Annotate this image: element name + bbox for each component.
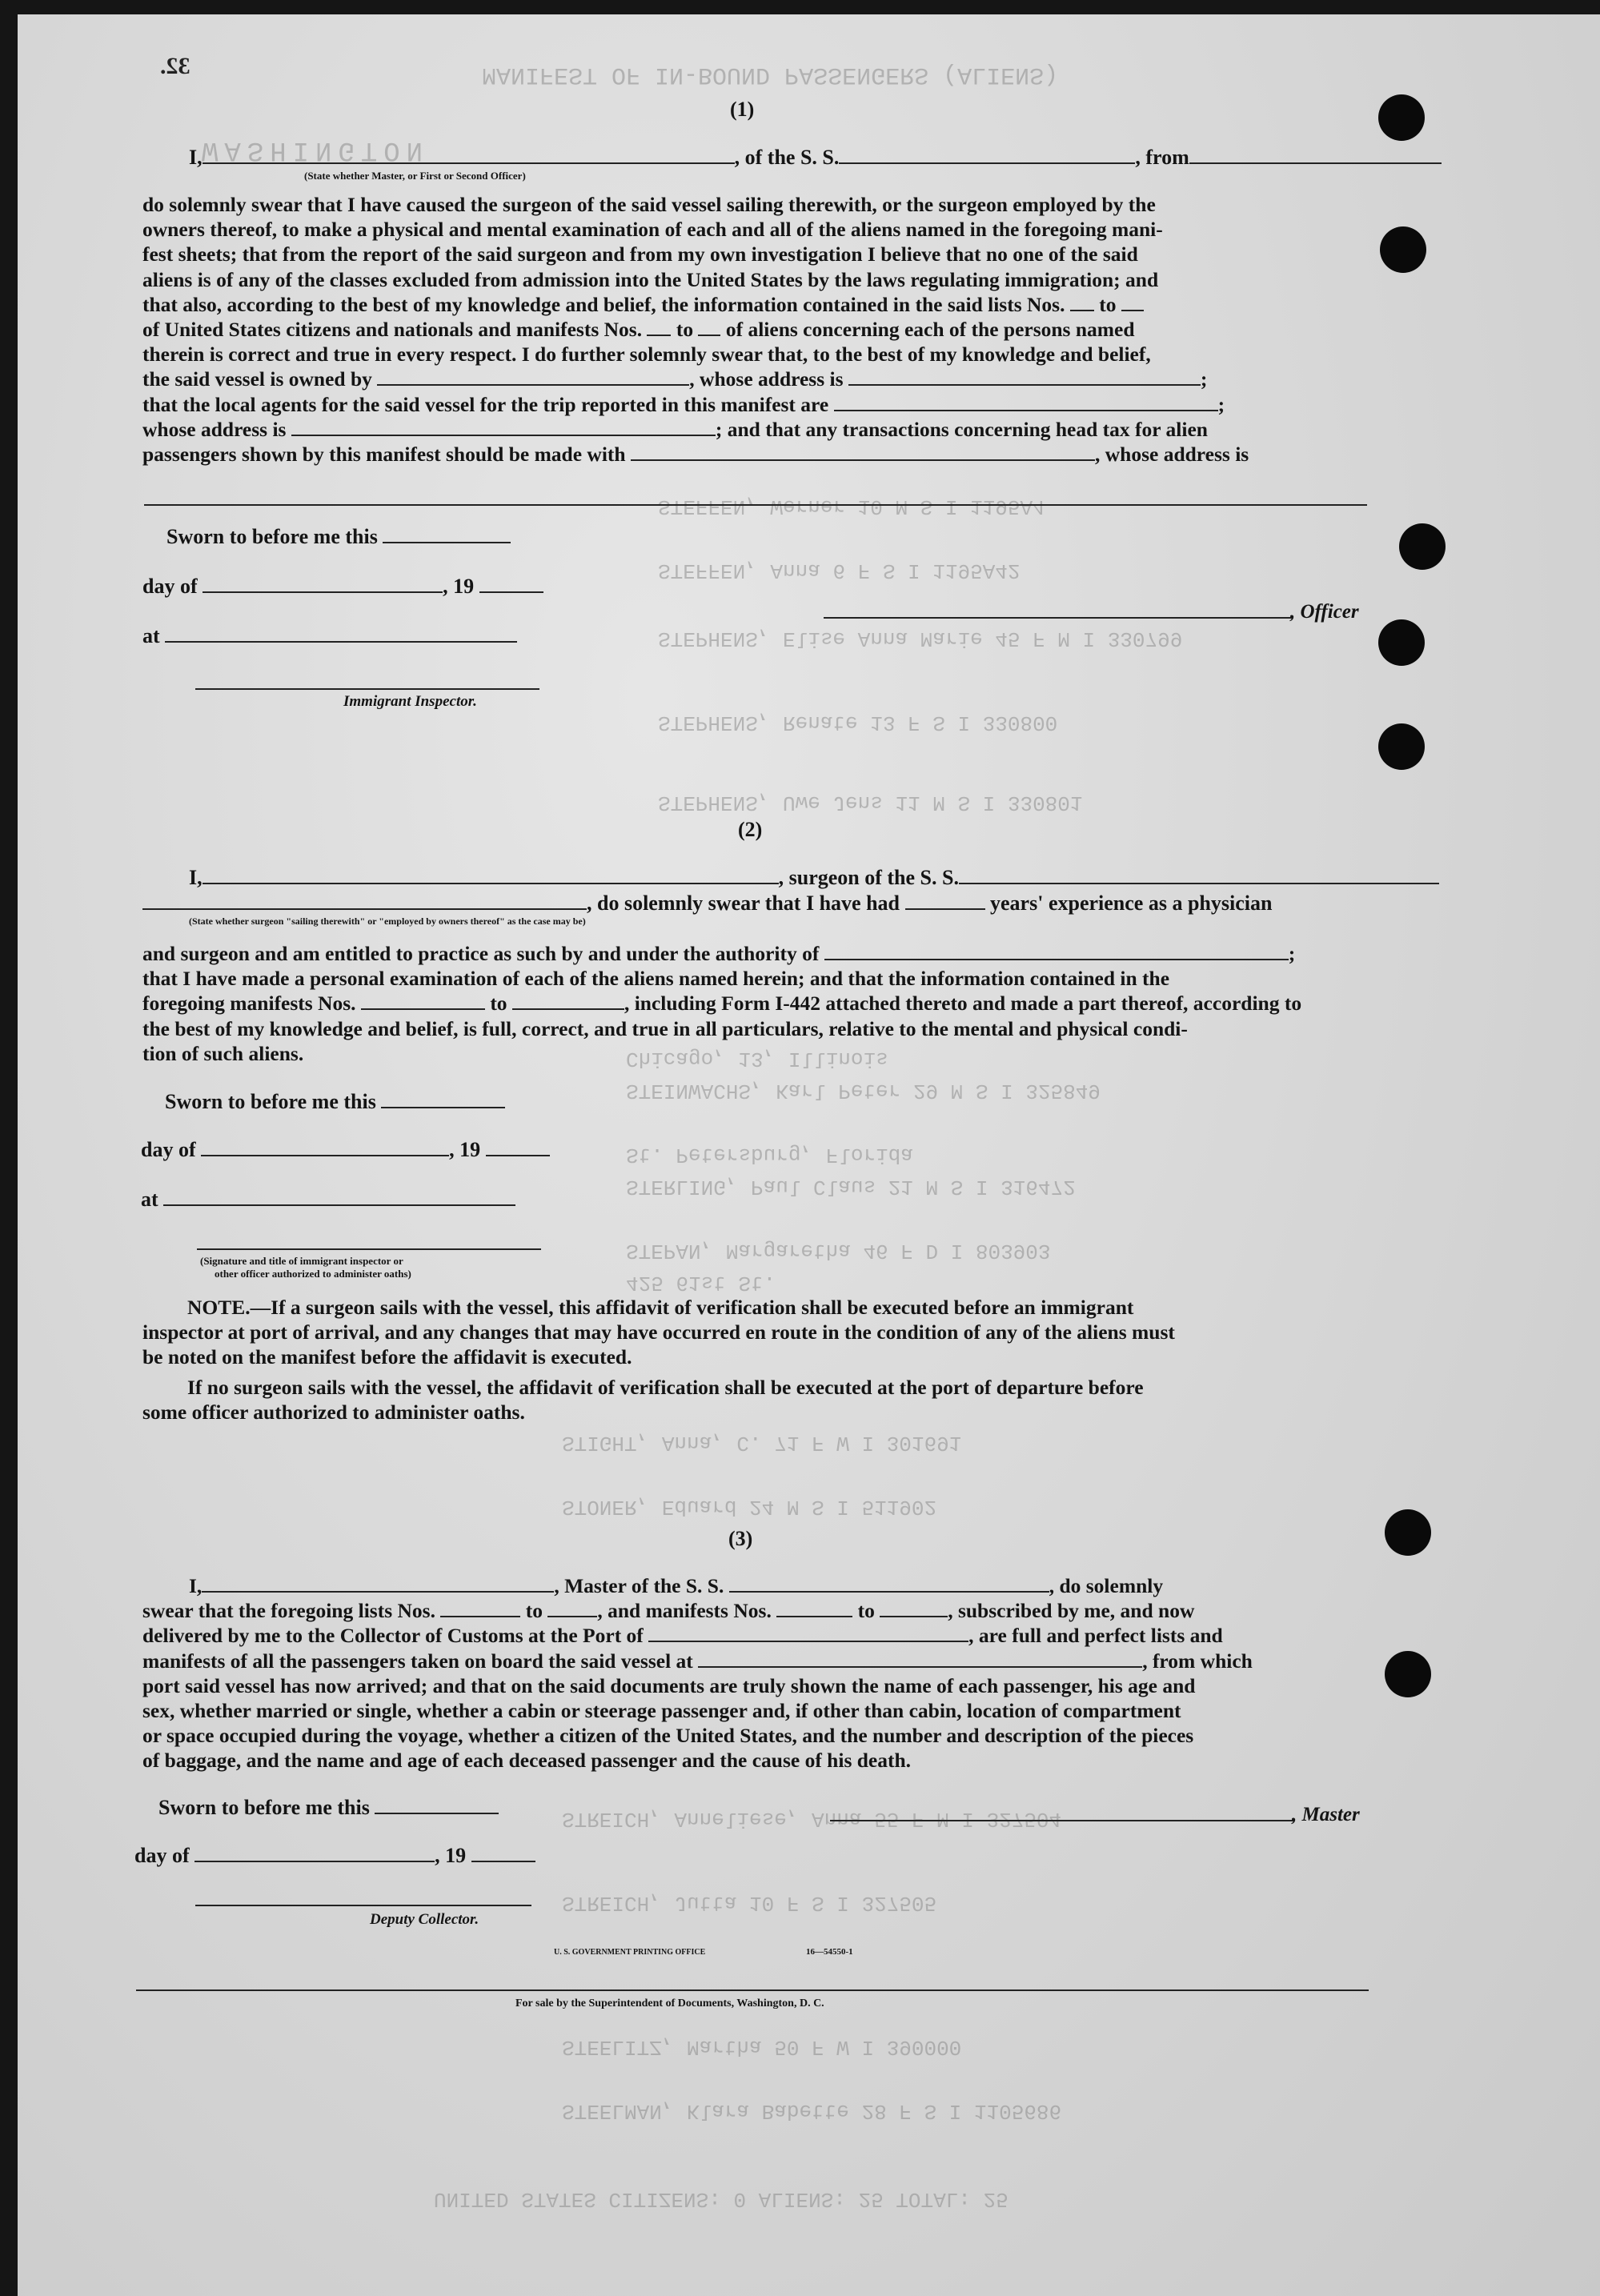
section-1-number: (1) [730, 98, 755, 121]
sec1-agents-line: that the local agents for the said vessel for the trip reported in this manifest are ; [142, 392, 1225, 416]
sec1-sworn: Sworn to before me this [166, 525, 511, 549]
sec2-oath-line: foregoing manifests Nos. to , including Form I-442 attached thereto and made a part thereof, according to [142, 992, 1302, 1016]
note-line: If no surgeon sails with the vessel, the affidavit of verification shall be executed at the port of departure before [187, 1375, 1144, 1399]
sec3-master-label: , Master [1292, 1804, 1360, 1825]
sec3-master-signature-line [830, 1820, 1294, 1821]
sec1-oath-line: do solemnly swear that I have caused the surgeon of the said vessel sailing therewith, or the surgeon employed by the [142, 193, 1156, 216]
sec1-at: at [142, 624, 517, 648]
sec1-officer-signature-line [824, 617, 1292, 619]
sec1-line-1 [189, 146, 1442, 170]
sec2-sworn: Sworn to before me this [165, 1090, 505, 1114]
note-line: inspector at port of arrival, and any changes that may have occurred en route in the condition of any of the aliens must [142, 1320, 1175, 1344]
sec2-line-1: I, , surgeon of the S. S. [189, 866, 1439, 890]
sec2-surgeon-caption: (State whether surgeon "sailing therewith" or "employed by owners thereof" as the case may be) [189, 916, 586, 927]
sec1-inspector-label: Immigrant Inspector. [343, 693, 477, 710]
section-3-number: (3) [728, 1527, 753, 1550]
sec3-sworn: Sworn to before me this [158, 1796, 499, 1820]
sec2-oath-line: that I have made a personal examination of each of the aliens named herein; and that the information contained in the [142, 967, 1170, 991]
sec1-passengers-line: passengers shown by this manifest should be made with , whose address is [142, 443, 1249, 467]
sec2-signature-line [197, 1248, 541, 1250]
sec2-at: at [141, 1188, 515, 1212]
sec1-oath-line: aliens is of any of the classes excluded from admission into the United States by the laws regulating immigration; and [142, 267, 1159, 291]
punch-hole [1385, 1509, 1431, 1556]
sec1-officer-label: , Officer [1290, 601, 1359, 623]
sec1-oath-line: of United States citizens and nationals and manifests Nos. to of aliens concerning each of the persons named [142, 318, 1135, 342]
sec3-line: or space occupied during the voyage, whether a citizen of the United States, and the number and description of the pieces [142, 1724, 1194, 1748]
sec3-day-of: day of , 19 [134, 1844, 535, 1868]
punch-hole [1399, 523, 1446, 570]
sec3-deputy-label: Deputy Collector. [370, 1911, 479, 1928]
sec3-oath-body [142, 1573, 1367, 1773]
punch-hole [1378, 723, 1425, 770]
corner-mark: 32. [160, 53, 190, 79]
sec1-full-rule [144, 504, 1367, 506]
sec1-from-label: , from [1135, 146, 1189, 169]
sec1-oath-line: therein is correct and true in every respect. I do further solemnly swear that, to the best of my knowledge and belief, [142, 343, 1151, 367]
punch-hole [1380, 226, 1426, 273]
sec2-line-2: , do solemnly swear that I have had years' experience as a physician [142, 892, 1272, 916]
sec3-line: of baggage, and the name and age of each deceased passenger and the cause of his death. [142, 1749, 912, 1773]
sec2-day-of: day of , 19 [141, 1138, 550, 1162]
punch-hole [1385, 1651, 1431, 1697]
sec1-day-of: day of , 19 [142, 575, 543, 599]
section-2-number: (2) [738, 818, 763, 841]
sec2-oath-line: tion of such aliens. [142, 1041, 304, 1065]
gpo-imprint: U. S. GOVERNMENT PRINTING OFFICE [554, 1948, 706, 1957]
note-line: some officer authorized to administer oaths. [142, 1400, 525, 1424]
sec3-line: sex, whether married or single, whether a cabin or steerage passenger and, if other than cabin, location of compartment [142, 1699, 1181, 1723]
sec3-line: delivered by me to the Collector of Customs at the Port of , are full and perfect lists and [142, 1624, 1223, 1648]
sec1-ss-label: , of the S. S. [734, 146, 840, 169]
sec1-oath-line: that also, according to the best of my knowledge and belief, the information contained in the said lists Nos. to [142, 292, 1367, 317]
sec3-line: manifests of all the passengers taken on board the said vessel at , from which [142, 1649, 1253, 1673]
sec1-oath-line: fest sheets; that from the report of the said surgeon and from my own investigation I believe that no one of the said [142, 242, 1138, 266]
sec1-officer-caption: (State whether Master, or First or Second Officer) [304, 170, 526, 182]
sec1-i: I, [189, 146, 203, 169]
sec3-deputy-signature-line [195, 1905, 531, 1906]
form-number: 16—54550-1 [806, 1947, 853, 1957]
sec1-owner-line: the said vessel is owned by , whose address is ; [142, 367, 1208, 391]
sec2-oath-line: and surgeon and am entitled to practice as such by and under the authority of ; [142, 942, 1296, 965]
sec2-oath-body [142, 941, 1367, 1066]
note-line: be noted on the manifest before the affidavit is executed. [142, 1345, 632, 1369]
sec3-line: I, , Master of the S. S. , do solemnly [189, 1574, 1164, 1597]
footer-rule [136, 1989, 1369, 1991]
sec2-signature-caption-1: (Signature and title of immigrant inspector or [200, 1255, 403, 1267]
sec2-oath-line: the best of my knowledge and belief, is full, correct, and true in all particulars, relative to the mental and physical condi- [142, 1016, 1188, 1040]
sec1-oath-line: owners thereof, to make a physical and mental examination of each and all of the aliens named in the foregoing mani- [142, 218, 1163, 242]
note-line: NOTE.—If a surgeon sails with the vessel, this affidavit of verification shall be executed before an immigrant [187, 1296, 1134, 1319]
sec1-address-line: whose address is ; and that any transactions concerning head tax for alien [142, 417, 1208, 441]
sale-notice: For sale by the Superintendent of Documents, Washington, D. C. [515, 1997, 824, 2010]
punch-hole [1378, 94, 1425, 141]
manifest-page: MANIFEST OF IN-BOUND PASSENGERS (ALIENS) WASHINGTON STEFFEN, Werner 10 M S I 1195A4 STEFFEN, Anna 6 F S I 1195A42 STEPHENS, Elise Anna Marie 45 F M I 330799 STEPHENS, Renate 13 F S I 330800 STEPHENS, Uwe Jens 11 M S I 330801 Chicago, 13, Illinois STEINWACHS, Karl Peter 29 M S I 325849 St. Petersburg, Florida STERLING, Paul Claus 21 M S I 316472 STEPAN, Margaretha 46 F D I 803903 425 61st St. STIGHT, Anna, C. 71 F W I 301691 STONER, Eduard 24 M S I 511902 STREICH, Anneliese, Anna 55 F M I 327504 STREICH, Jutta 10 F S I 327505 STEELITZ, Martha 50 F W I 390000 STEELMAN, Klara Babette 28 F S I 1105686 UNITED STATES CITIZENS: 0 ALIENS: 25 TOTAL: 25 32. (1) I, , of the S. S. , from (State whether Master, or First or Second Officer) do solemnly swear that I have caused the surgeon of the said vessel sailing therewith, or the surgeon employed by the owners thereof, to make a physical and mental examination of each and all of the aliens named in the foregoing mani- fest sheets; that from the report of the said surgeon and from my own investigation I believe that no one of the said aliens is of any of the classes excluded from admission into the United States by the laws regulating immigration; and that also, according to the best of my knowledge and belief, the information contained in the said lists Nos. to of United States citizens and nationals and manifests Nos. to of aliens concerning each of the persons named therein is correct and true in every respect. I do further solemnly swear that, to the best of my knowledge and belief, the said vessel is owned by , whose address is ; that the local agents for the said vessel for the trip reported in this manifest are ; whose address is ; and that any transactions concerning head tax for alien passengers shown by this manifest should be made with , whose address is Sworn to before me this day of , 19 at , Officer Immigrant Inspector. (2) I, , surgeon of the S. S. , do solemnly swear that I have had years' experience as a physician (State whether surgeon "sailing therewith" or "employed by owners thereof" as the case may be) and surgeon and am entitled to practice as such by and under the authority of ; that I have made a personal examination of each of the aliens named herein; and that the information contained in the foregoing manifests Nos. to , including Form I-442 attached thereto and made a part thereof, according to the best of my knowledge and belief, is full, correct, and true in all particulars, relative to the mental and physical condi- tion of such aliens. Sworn to before me this day of , 19 at (Signature and title of immigrant inspector or other officer authorized to administer oaths) NOTE.—If a surgeon sails with the vessel, this affidavit of verification shall be executed before an immigrant inspector at port of arrival, and any changes that may have occurred en route in the condition of any of the aliens must be noted on the manifest before the affidavit is executed. If no surgeon sails with the vessel, the affidavit of verification shall be executed at the port of departure before some officer authorized to administer oaths. (3) I, , Master of the S. S. , do solemnly swear that the foregoing lists Nos. to , and manifests Nos. to , subscribed by me, and now delivered by me to the Collector of Customs at the Port of , are full and perfect lists and manifests of all the passengers taken on board the said vessel at , from which port said vessel has now arrived; and that on the said documents are truly shown the name of each passenger, his age and sex, whether married or single, whether a cabin or steerage passenger and, if other than cabin, location of compartment or space occupied during the voyage, whether a citizen of the United States, and the number and description of the pieces of baggage, and the name and age of each deceased passenger and the cause of his death. Sworn to before me this day of , 19 , Master Deputy Collector. U. S. GOVERNMENT PRINTING OFFICE 16—54550-1 For sale by the Superintendent of Documents, Washington, D. C. [18, 14, 1600, 2296]
sec1-oath-body [142, 192, 1367, 467]
sec3-line: port said vessel has now arrived; and that on the said documents are truly shown the name of each passenger, his age and [142, 1673, 1196, 1697]
sec2-note [142, 1295, 1367, 1424]
sec1-inspector-signature-line [195, 688, 539, 690]
sec3-line: swear that the foregoing lists Nos. to , and manifests Nos. to , subscribed by me, and now [142, 1599, 1195, 1623]
sec2-signature-caption-2: other officer authorized to administer oaths) [215, 1268, 411, 1280]
punch-hole [1378, 619, 1425, 666]
